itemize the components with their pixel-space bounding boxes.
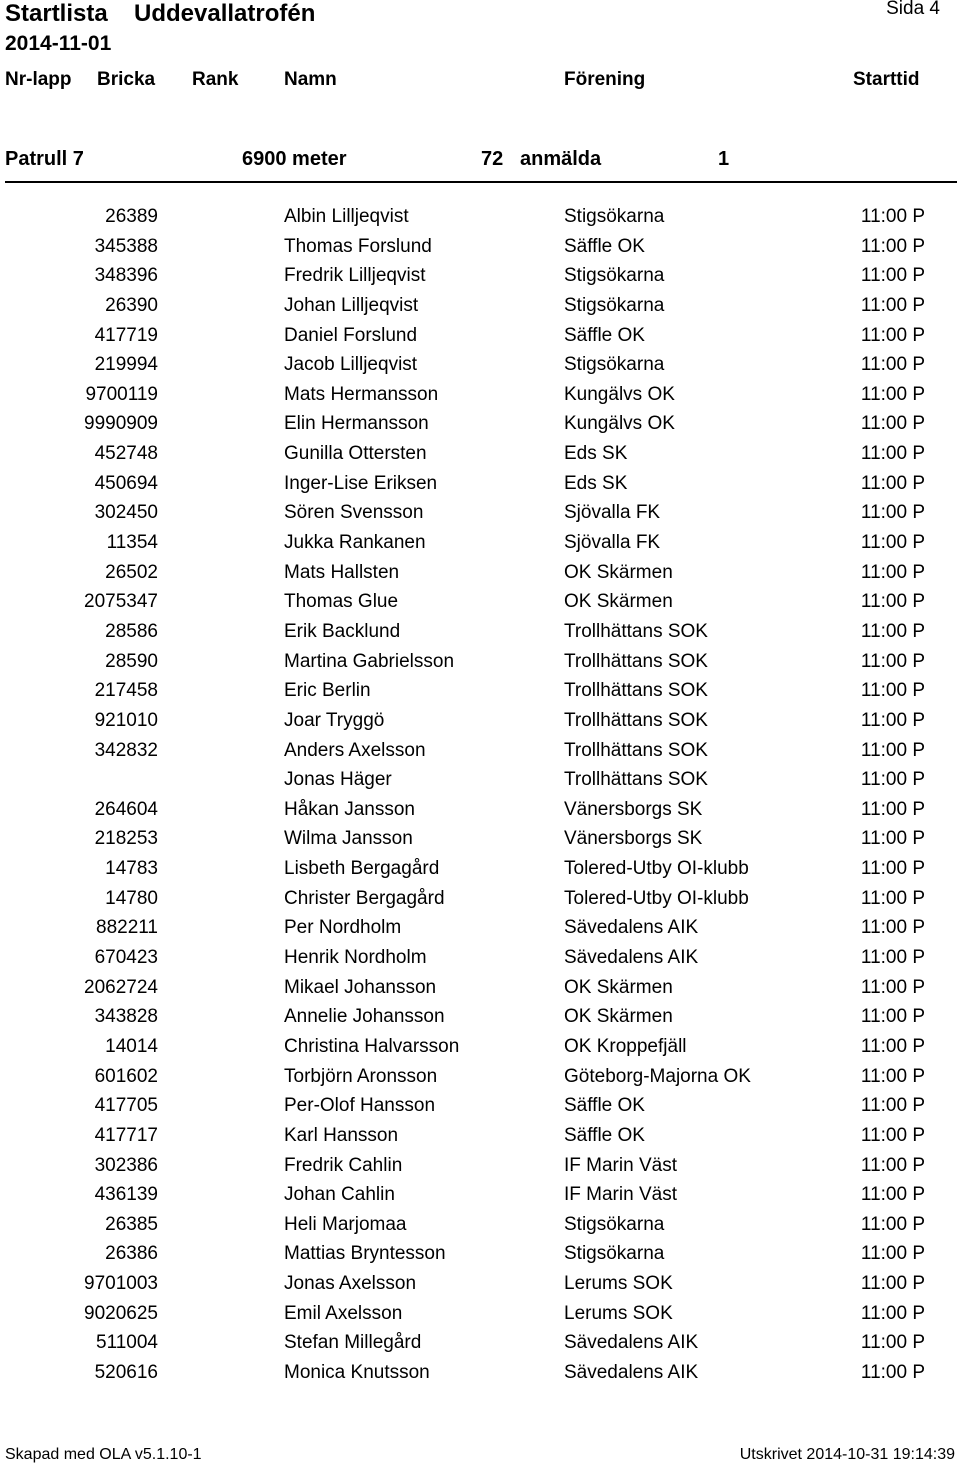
table-row [0, 738, 960, 768]
name-cell: Christina Halvarsson [284, 1035, 460, 1057]
club-cell: Kungälvs OK [564, 413, 675, 435]
start-time-cell: 11:00 P [860, 1332, 925, 1354]
club-cell: Säffle OK [564, 324, 645, 346]
table-row [0, 382, 960, 412]
name-cell: Mikael Johansson [284, 976, 437, 998]
bricka-cell: 26389 [105, 206, 158, 227]
start-time-cell: 11:00 P [860, 1154, 925, 1176]
name-cell: Jonas Häger [284, 769, 392, 791]
table-row [0, 1330, 960, 1360]
name-cell: Mats Hallsten [284, 561, 400, 583]
club-cell: Säffle OK [564, 1095, 645, 1117]
name-cell: Joar Tryggö [284, 709, 385, 731]
bricka-cell: 2075347 [84, 591, 158, 613]
bricka-cell: 348396 [94, 265, 158, 287]
page-number: Sida 4 [886, 0, 940, 19]
start-time-cell: 11:00 P [860, 1006, 925, 1028]
club-cell: Sjövalla FK [564, 532, 661, 554]
table-row [0, 441, 960, 471]
name-cell: Mattias Bryntesson [284, 1243, 446, 1265]
club-cell: IF Marin Väst [564, 1154, 677, 1176]
start-time-cell: 11:00 P [860, 235, 925, 257]
col-header-rank: Rank [192, 69, 239, 90]
club-cell: Stigsökarna [564, 206, 665, 227]
name-cell: Mats Hermansson [284, 383, 439, 405]
table-row [0, 500, 960, 530]
club-cell: OK Kroppefjäll [564, 1035, 687, 1057]
bricka-cell: 2062724 [84, 976, 158, 998]
bricka-cell: 601602 [94, 1065, 158, 1087]
name-cell: Elin Hermansson [284, 413, 429, 435]
start-time-cell: 11:00 P [860, 858, 925, 880]
club-cell: Vänersborgs SK [564, 798, 703, 820]
name-cell: Anders Axelsson [284, 739, 426, 761]
table-row [0, 1004, 960, 1034]
start-time-cell: 11:00 P [860, 1095, 925, 1117]
name-cell: Johan Cahlin [284, 1184, 395, 1206]
event-name: Uddevallatrofén [134, 0, 316, 27]
table-row [0, 915, 960, 945]
bricka-cell: 26386 [105, 1243, 158, 1265]
name-cell: Fredrik Lilljeqvist [284, 265, 426, 287]
club-cell: OK Skärmen [564, 1006, 673, 1028]
club-cell: Trollhättans SOK [564, 620, 708, 642]
bricka-cell: 302450 [94, 502, 158, 524]
bricka-cell: 218253 [94, 828, 158, 850]
name-cell: Daniel Forslund [284, 324, 418, 346]
club-cell: OK Skärmen [564, 591, 673, 613]
start-time-cell: 11:00 P [860, 1273, 925, 1295]
bricka-cell: 670423 [94, 947, 158, 969]
start-time-cell: 11:00 P [860, 917, 925, 939]
club-cell: Lerums SOK [564, 1273, 673, 1295]
class-name: Patrull 7 [5, 148, 84, 170]
club-cell: Sävedalens AIK [564, 917, 699, 939]
footer-created-with: Skapad med OLA v5.1.10-1 [5, 1446, 202, 1463]
start-time-cell: 11:00 P [860, 769, 925, 791]
bricka-cell: 417717 [94, 1124, 158, 1146]
table-row [0, 619, 960, 649]
club-cell: Stigsökarna [564, 354, 665, 376]
table-row [0, 1093, 960, 1123]
start-time-cell: 11:00 P [860, 620, 925, 642]
name-cell: Annelie Johansson [284, 1006, 445, 1028]
club-cell: Sävedalens AIK [564, 1332, 699, 1354]
table-row [0, 1301, 960, 1331]
bricka-cell: 343828 [94, 1006, 158, 1028]
club-cell: Lerums SOK [564, 1302, 673, 1324]
bricka-cell: 302386 [94, 1154, 158, 1176]
start-time-cell: 11:00 P [860, 502, 925, 524]
name-cell: Lisbeth Bergagård [284, 858, 440, 880]
header-divider [5, 181, 957, 183]
bricka-cell: 9990909 [84, 413, 158, 435]
start-time-cell: 11:00 P [860, 206, 925, 227]
start-time-cell: 11:00 P [860, 887, 925, 909]
bricka-cell: 264604 [94, 798, 158, 820]
club-cell: Eds SK [564, 472, 628, 494]
start-time-cell: 11:00 P [860, 680, 925, 702]
col-header-bricka: Bricka [97, 69, 156, 90]
start-time-cell: 11:00 P [860, 1124, 925, 1146]
table-row [0, 1271, 960, 1301]
club-cell: Stigsökarna [564, 1213, 665, 1235]
name-cell: Jukka Rankanen [284, 532, 426, 554]
bricka-cell: 9701003 [84, 1273, 158, 1295]
name-cell: Thomas Forslund [284, 235, 432, 257]
bricka-cell: 342832 [94, 739, 158, 761]
start-time-cell: 11:00 P [860, 1035, 925, 1057]
start-time-cell: 11:00 P [860, 1302, 925, 1324]
name-cell: Henrik Nordholm [284, 947, 427, 969]
bricka-cell: 14014 [105, 1035, 158, 1057]
start-time-cell: 11:00 P [860, 413, 925, 435]
table-row [0, 204, 960, 234]
bricka-cell: 28586 [105, 620, 158, 642]
name-cell: Fredrik Cahlin [284, 1154, 403, 1176]
bricka-cell: 436139 [94, 1184, 158, 1206]
table-row [0, 767, 960, 797]
club-cell: Göteborg-Majorna OK [564, 1065, 751, 1087]
bricka-cell: 450694 [94, 472, 158, 494]
table-row [0, 411, 960, 441]
club-cell: OK Skärmen [564, 976, 673, 998]
entry-count-label: anmälda [520, 148, 602, 170]
table-row [0, 1064, 960, 1094]
name-cell: Martina Gabrielsson [284, 650, 455, 672]
table-row [0, 826, 960, 856]
name-cell: Emil Axelsson [284, 1302, 403, 1324]
bricka-cell: 14783 [105, 858, 158, 880]
table-row [0, 352, 960, 382]
name-cell: Torbjörn Aronsson [284, 1065, 438, 1087]
start-time-cell: 11:00 P [860, 591, 925, 613]
start-time-cell: 11:00 P [860, 1243, 925, 1265]
bricka-cell: 14780 [105, 887, 158, 909]
table-row [0, 323, 960, 353]
start-time-cell: 11:00 P [860, 265, 925, 287]
bricka-cell: 9700119 [85, 383, 158, 405]
name-cell: Håkan Jansson [284, 798, 415, 820]
table-row [0, 1123, 960, 1153]
club-cell: Trollhättans SOK [564, 739, 708, 761]
name-cell: Jonas Axelsson [284, 1273, 417, 1295]
club-cell: Säffle OK [564, 235, 645, 257]
club-cell: Trollhättans SOK [564, 709, 708, 731]
name-cell: Johan Lilljeqvist [284, 294, 419, 316]
name-cell: Sören Svensson [284, 502, 424, 524]
table-row [0, 797, 960, 827]
club-cell: Sjövalla FK [564, 502, 661, 524]
start-list [0, 204, 960, 1390]
table-row [0, 263, 960, 293]
table-row [0, 1153, 960, 1183]
bricka-cell: 9020625 [84, 1302, 158, 1324]
club-cell: Kungälvs OK [564, 383, 675, 405]
table-row [0, 975, 960, 1005]
start-time-cell: 11:00 P [860, 294, 925, 316]
start-time-cell: 11:00 P [860, 1184, 925, 1206]
name-cell: Monica Knutsson [284, 1361, 430, 1383]
table-row [0, 649, 960, 679]
table-row [0, 471, 960, 501]
club-cell: Säffle OK [564, 1124, 645, 1146]
table-row [0, 1034, 960, 1064]
bricka-cell: 520616 [94, 1361, 158, 1383]
name-cell: Erik Backlund [284, 620, 401, 642]
name-cell: Stefan Millegård [284, 1332, 422, 1354]
name-cell: Wilma Jansson [284, 828, 413, 850]
club-cell: Vänersborgs SK [564, 828, 703, 850]
start-time-cell: 11:00 P [860, 739, 925, 761]
club-cell: Tolered-Utby OI-klubb [564, 858, 749, 880]
col-header-namn: Namn [284, 69, 337, 90]
start-time-cell: 11:00 P [860, 472, 925, 494]
club-cell: Stigsökarna [564, 294, 665, 316]
footer-printed-at: Utskrivet 2014-10-31 19:14:39 [739, 1446, 955, 1463]
table-row [0, 945, 960, 975]
club-cell: Trollhättans SOK [564, 650, 708, 672]
table-row [0, 1241, 960, 1271]
table-row [0, 856, 960, 886]
club-cell: OK Skärmen [564, 561, 673, 583]
entry-count: 72 [481, 148, 504, 170]
bricka-cell: 345388 [94, 235, 158, 257]
table-row [0, 886, 960, 916]
club-cell: IF Marin Väst [564, 1184, 677, 1206]
start-time-cell: 11:00 P [860, 383, 925, 405]
col-header-forening: Förening [564, 69, 646, 90]
club-cell: Trollhättans SOK [564, 769, 708, 791]
club-cell: Stigsökarna [564, 1243, 665, 1265]
bricka-cell: 217458 [94, 680, 158, 702]
bricka-cell: 417705 [94, 1095, 158, 1117]
name-cell: Per Nordholm [284, 917, 402, 939]
bricka-cell: 219994 [94, 354, 158, 376]
bricka-cell: 28590 [105, 650, 158, 672]
name-cell: Albin Lilljeqvist [284, 206, 409, 227]
bricka-cell: 921010 [94, 709, 158, 731]
start-time-cell: 11:00 P [860, 798, 925, 820]
club-cell: Tolered-Utby OI-klubb [564, 887, 749, 909]
club-cell: Trollhättans SOK [564, 680, 708, 702]
bricka-cell: 26502 [105, 561, 158, 583]
table-row [0, 678, 960, 708]
bricka-cell: 11354 [106, 532, 158, 554]
start-time-cell: 11:00 P [860, 709, 925, 731]
name-cell: Christer Bergagård [284, 887, 445, 909]
table-row [0, 589, 960, 619]
name-cell: Per-Olof Hansson [284, 1095, 436, 1117]
start-time-cell: 11:00 P [860, 354, 925, 376]
bricka-cell: 26385 [105, 1213, 158, 1235]
table-row [0, 1212, 960, 1242]
table-row [0, 560, 960, 590]
club-cell: Sävedalens AIK [564, 1361, 699, 1383]
class-distance: 6900 meter [242, 148, 347, 170]
start-time-cell: 11:00 P [860, 947, 925, 969]
club-cell: Stigsökarna [564, 265, 665, 287]
class-number: 1 [718, 148, 730, 170]
club-cell: Sävedalens AIK [564, 947, 699, 969]
name-cell: Jacob Lilljeqvist [284, 354, 418, 376]
start-time-cell: 11:00 P [860, 1065, 925, 1087]
bricka-cell: 511004 [96, 1332, 158, 1354]
table-row [0, 1182, 960, 1212]
start-time-cell: 11:00 P [860, 443, 925, 465]
table-row [0, 234, 960, 264]
table-row [0, 530, 960, 560]
name-cell: Gunilla Ottersten [284, 443, 427, 465]
start-time-cell: 11:00 P [860, 976, 925, 998]
start-time-cell: 11:00 P [860, 1213, 925, 1235]
start-time-cell: 11:00 P [860, 561, 925, 583]
bricka-cell: 417719 [94, 324, 158, 346]
start-time-cell: 11:00 P [860, 828, 925, 850]
start-time-cell: 11:00 P [860, 324, 925, 346]
list-title: Startlista [5, 0, 108, 27]
table-row [0, 708, 960, 738]
club-cell: Eds SK [564, 443, 628, 465]
name-cell: Inger-Lise Eriksen [284, 472, 438, 494]
table-row [0, 293, 960, 323]
table-row [0, 1360, 960, 1390]
start-time-cell: 11:00 P [860, 532, 925, 554]
col-header-starttid: Starttid [853, 69, 920, 90]
name-cell: Eric Berlin [284, 680, 371, 702]
start-time-cell: 11:00 P [860, 650, 925, 672]
bricka-cell: 452748 [94, 443, 158, 465]
name-cell: Thomas Glue [284, 591, 399, 613]
name-cell: Heli Marjomaa [284, 1213, 407, 1235]
name-cell: Karl Hansson [284, 1124, 399, 1146]
event-date: 2014-11-01 [5, 32, 112, 55]
start-time-cell: 11:00 P [860, 1361, 925, 1383]
col-header-nrlapp: Nr-lapp [5, 69, 72, 90]
bricka-cell: 26390 [105, 294, 158, 316]
bricka-cell: 882211 [96, 917, 158, 939]
